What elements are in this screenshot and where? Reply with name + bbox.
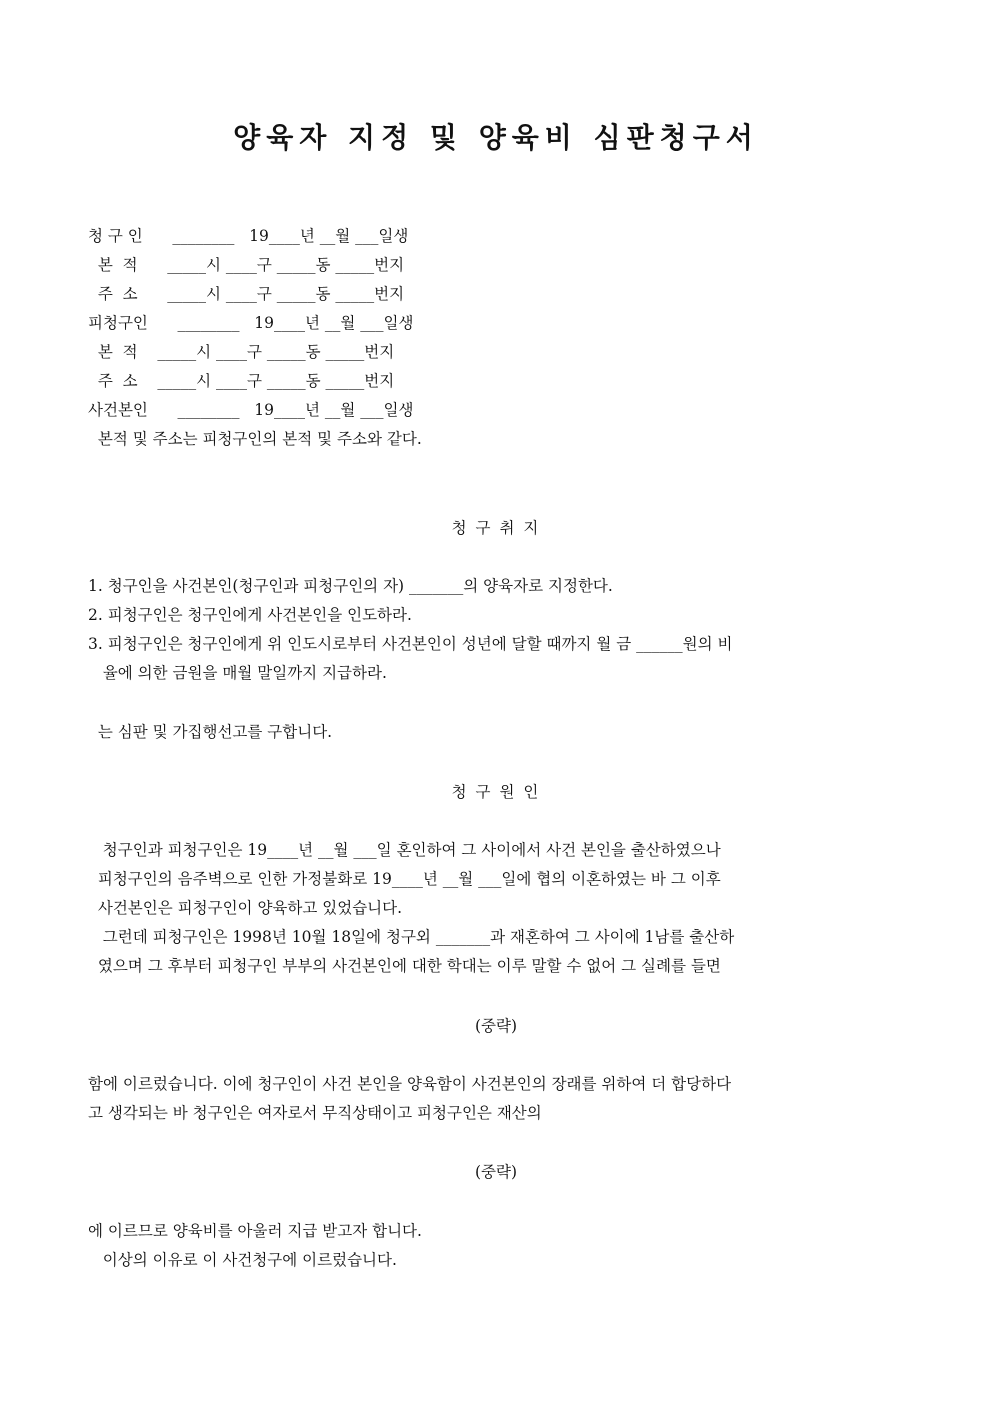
- omitted-marker-1: (중략): [474, 1017, 518, 1035]
- purpose-closing: 는 심판 및 가집행선고를 구합니다.: [88, 723, 333, 741]
- closing-line-2: 이상의 이유로 이 사건청구에 이르렀습니다.: [88, 1251, 397, 1269]
- purpose-item-2: 2. 피청구인은 청구인에게 사건본인을 인도하라.: [88, 606, 412, 624]
- cause-line-7: 고 생각되는 바 청구인은 여자로서 무직상태이고 피청구인은 재산의: [88, 1104, 542, 1122]
- claimant-line: 청 구 인 ________ 19____년 __월 ___일생: [88, 227, 409, 245]
- respondent-line: 피청구인 ________ 19____년 __월 ___일생: [88, 314, 414, 332]
- claimant-domicile-line: 본 적 _____시 ____구 _____동 _____번지: [88, 256, 405, 274]
- document-title: 양육자 지정 및 양육비 심판청구서: [233, 121, 759, 154]
- cause-line-3: 사건본인은 피청구인이 양육하고 있었습니다.: [88, 899, 403, 917]
- cause-line-2: 피청구인의 음주벽으로 인한 가정불화로 19____년 __월 ___일에 협의 이혼하였는 바 그 이후: [88, 870, 721, 888]
- purpose-item-1: 1. 청구인을 사건본인(청구인과 피청구인의 자) _______의 양육자로 지정한다.: [88, 577, 613, 595]
- cause-line-4: 그런데 피청구인은 1998년 10월 18일에 청구외 _______과 재혼하여 그 사이에 1남를 출산하: [88, 928, 735, 946]
- cause-line-6: 함에 이르렀습니다. 이에 청구인이 사건 본인을 양육함이 사건본인의 장래를 위하여 더 합당하다: [88, 1075, 732, 1093]
- cause-line-1: 청구인과 피청구인은 19____년 __월 ___일 혼인하여 그 사이에서 사건 본인을 출산하였으나: [88, 841, 721, 859]
- respondent-address-line: 주 소 _____시 ____구 _____동 _____번지: [88, 372, 395, 390]
- subject-address-note: 본적 및 주소는 피청구인의 본적 및 주소와 같다.: [88, 430, 422, 448]
- cause-line-5: 였으며 그 후부터 피청구인 부부의 사건본인에 대한 학대는 이루 말할 수 없어 그 실례를 들면: [88, 957, 721, 975]
- purpose-item-3-cont: 율에 의한 금원을 매월 말일까지 지급하라.: [88, 664, 387, 682]
- claimant-address-line: 주 소 _____시 ____구 _____동 _____번지: [88, 285, 405, 303]
- omitted-marker-2: (중략): [474, 1163, 518, 1181]
- cause-heading: 청 구 원 인: [451, 783, 541, 801]
- subject-person-line: 사건본인 ________ 19____년 __월 ___일생: [88, 401, 414, 419]
- respondent-domicile-line: 본 적 _____시 ____구 _____동 _____번지: [88, 343, 395, 361]
- closing-line-1: 에 이르므로 양육비를 아울러 지급 받고자 합니다.: [88, 1222, 422, 1240]
- purpose-heading: 청 구 취 지: [451, 519, 541, 537]
- purpose-item-3: 3. 피청구인은 청구인에게 위 인도시로부터 사건본인이 성년에 달할 때까지 월 금 ______원의 비: [88, 635, 733, 653]
